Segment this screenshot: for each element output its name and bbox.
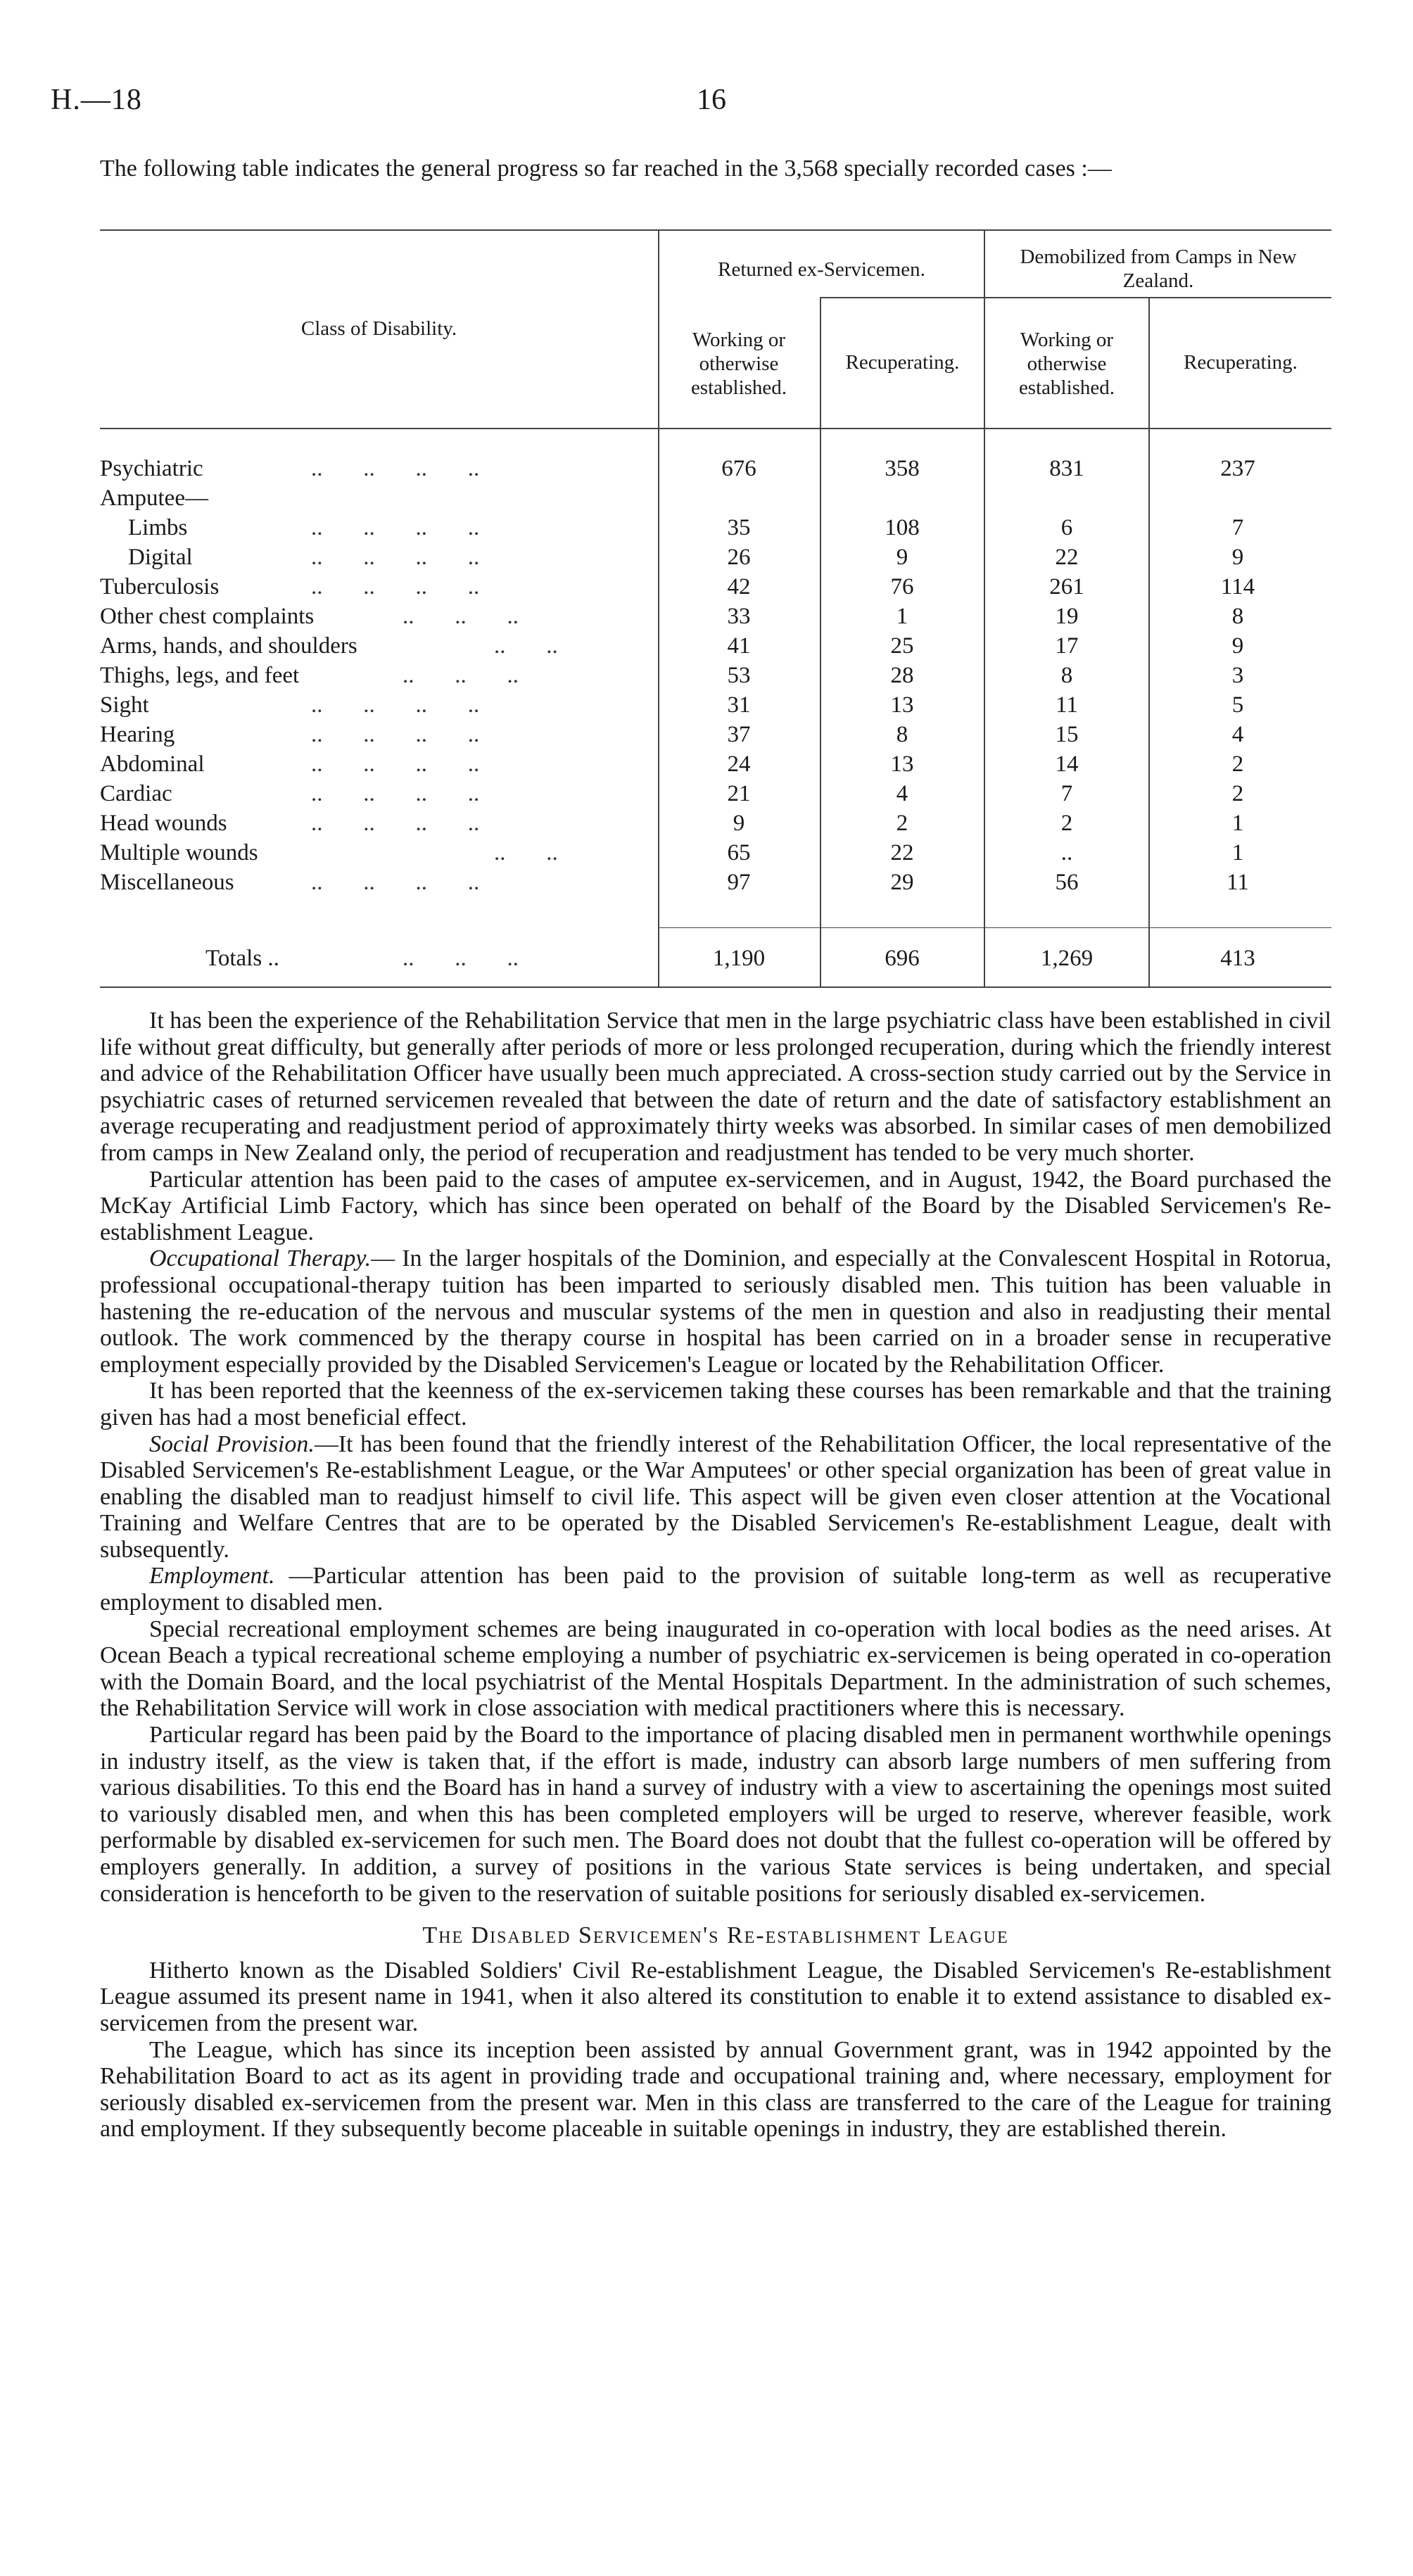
cell-returned-recuperating: 28 xyxy=(890,663,914,688)
cell-returned-working: 53 xyxy=(727,663,751,688)
cell-returned-recuperating: 1 xyxy=(896,604,908,629)
row-label: Multiple wounds xyxy=(100,840,258,865)
intro-text: The following table indicates the general progress so far reached in the 3,568 specially recorded cases :— xyxy=(100,156,1112,182)
table-top-rule xyxy=(100,229,1331,231)
table-row xyxy=(100,545,1331,574)
paragraph: Particular attention has been paid to the cases of amputee ex-servicemen, and in August, 1942, the Board purchased the McKay Artificial Limb Factory, which has since been operated on behalf of the Board by the Disabled Servicemen's Re-establishment League. xyxy=(100,1166,1331,1245)
cell-returned-recuperating: 29 xyxy=(890,870,914,895)
col-header-demob-recuperating: Recuperating. xyxy=(1184,351,1298,374)
row-label: Head wounds xyxy=(100,811,227,836)
row-label: Hearing xyxy=(100,722,175,747)
total-demob-working: 1,269 xyxy=(1040,946,1094,971)
header-bottom-rule xyxy=(100,428,1331,429)
row-label: Abdominal xyxy=(100,751,205,777)
cell-returned-recuperating: 2 xyxy=(896,811,908,836)
leader-dots: .. .. .. .. xyxy=(311,692,480,718)
col-header-demob-working: Working or otherwise established. xyxy=(1018,329,1115,399)
cell-returned-working: 41 xyxy=(727,633,751,659)
paragraph xyxy=(100,1431,1331,1563)
table-row xyxy=(100,811,1331,840)
body-text xyxy=(100,1008,1331,2143)
row-label: Tuberculosis xyxy=(100,574,220,599)
table-row xyxy=(100,840,1331,870)
leader-dots: .. .. .. .. xyxy=(311,751,480,777)
cell-returned-recuperating: 13 xyxy=(890,751,914,777)
leader-dots: .. .. .. xyxy=(403,663,519,688)
leader-dots: .. .. .. .. xyxy=(311,515,480,540)
cell-returned-recuperating: 8 xyxy=(896,722,908,747)
paragraph xyxy=(100,1563,1331,1616)
table-row xyxy=(100,456,1331,486)
cell-demob-working: 7 xyxy=(1060,781,1073,806)
cell-demob-working: 56 xyxy=(1055,870,1079,895)
leader-dots: .. .. .. .. xyxy=(311,722,480,747)
cell-returned-working: 65 xyxy=(727,840,751,865)
cell-returned-recuperating: 358 xyxy=(885,456,920,481)
cell-returned-working: 9 xyxy=(733,811,745,836)
cell-returned-working: 24 xyxy=(727,751,751,777)
cell-demob-recuperating: 8 xyxy=(1231,604,1244,629)
cell-demob-working: 15 xyxy=(1055,722,1079,747)
cell-returned-working: 31 xyxy=(727,692,751,718)
group-header-demobilized: Demobilized from Camps in New Zealand. xyxy=(1020,246,1297,292)
table-row xyxy=(100,781,1331,811)
page-number: 16 xyxy=(697,84,726,116)
paragraph: Special recreational employment schemes are being inaugurated in co-operation with local bodies as the need arises. At Ocean Beach a typical recreational scheme employing a number of psychiatric ex-servicemen is being operated in co-operation with the Domain Board, and the local psychiatrist of the Mental Hospitals Department. In the administration of such schemes, the Rehabilitation Service will work in close association with medical practitioners where this is necessary. xyxy=(100,1616,1331,1722)
cell-returned-recuperating: 4 xyxy=(896,781,908,806)
paragraph-body: — In the larger hospitals of the Dominion, and especially at the Convalescent Hospital in Rotorua, professional occupational-therapy tuition has been imparted to seriously disabled men. This tuition has been valuable in hastening the re-education of the nervous and muscular systems of the men in question and also in readjusting their mental outlook. The work commenced by the therapy course in hospital has been carried on in a broader sense in recuperative employment especially provided by the Disabled Servicemen's League or located by the Rehabilitation Officer. xyxy=(100,1245,1331,1378)
cell-demob-working: 6 xyxy=(1060,515,1073,540)
cell-returned-working: 26 xyxy=(727,545,751,570)
leader-dots: .. .. .. .. xyxy=(311,811,480,836)
leader-dots: .. .. xyxy=(494,840,558,865)
row-header: Class of Disability. xyxy=(300,317,457,340)
totals-label: Totals .. xyxy=(205,946,279,971)
cell-returned-working: 35 xyxy=(727,515,751,540)
cell-demob-working: .. xyxy=(1060,840,1073,865)
table-row xyxy=(100,604,1331,633)
group-rule-right xyxy=(1150,297,1331,298)
section-heading: The Disabled Servicemen's Re-establishment League xyxy=(422,1922,1009,1949)
cell-demob-recuperating: 1 xyxy=(1231,811,1244,836)
cell-demob-recuperating: 2 xyxy=(1231,781,1244,806)
cell-returned-working: 37 xyxy=(727,722,751,747)
cell-returned-recuperating: 76 xyxy=(890,574,914,599)
cell-demob-working: 8 xyxy=(1060,663,1073,688)
cell-demob-recuperating: 9 xyxy=(1231,545,1244,570)
cell-returned-recuperating: 13 xyxy=(890,692,914,718)
paragraph: It has been the experience of the Rehabilitation Service that men in the large psychiatric class have been established in civil life without great difficulty, but generally after periods of more or less prolonged recuperation, during which the friendly interest and advice of the Rehabilitation Officer have usually been much appreciated. A cross-section study carried out by the Service in psychiatric cases of returned servicemen revealed that between the date of return and the date of satisfactory establishment an average recuperating and readjustment period of approximately thirty weeks was absorbed. In similar cases of men demobilized from camps in New Zealand only, the period of recuperation and readjustment has tended to be very much shorter. xyxy=(100,1008,1331,1166)
cell-returned-recuperating: 25 xyxy=(890,633,914,659)
table-row xyxy=(100,692,1331,722)
col-header-returned-working: Working or otherwise established. xyxy=(690,329,787,399)
paragraph-title: Employment. xyxy=(149,1563,275,1590)
leader-dots: .. .. .. .. xyxy=(311,456,480,481)
section-code: H.—18 xyxy=(51,84,142,116)
cell-returned-working: 676 xyxy=(721,456,756,481)
cell-demob-recuperating: 7 xyxy=(1231,515,1244,540)
cell-demob-recuperating: 114 xyxy=(1220,574,1255,599)
leader-dots: .. .. .. .. xyxy=(311,781,480,806)
cell-returned-working: 21 xyxy=(727,781,751,806)
leader-dots: .. .. .. .. xyxy=(311,870,480,895)
row-label: Amputee— xyxy=(100,486,208,511)
cell-demob-working: 17 xyxy=(1055,633,1079,659)
paragraph: Particular regard has been paid by the Board to the importance of placing disabled men in permanent worthwhile openings in industry itself, as the view is taken that, if the effort is made, industry can absorb large numbers of men suffering from various disabilities. To this end the Board has in hand a survey of industry with a view to ascertaining the openings most suited to variously disabled men, and when this has been completed employers will be urged to reserve, wherever feasible, work performable by disabled ex-servicemen for such men. The Board does not doubt that the fullest co-operation will be offered by employers generally. In addition, a survey of positions in the various State services is being undertaken, and special consideration is henceforth to be given to the reservation of suitable positions for seriously disabled ex-servicemen. xyxy=(100,1722,1331,1907)
cell-demob-working: 19 xyxy=(1055,604,1079,629)
row-label: Limbs xyxy=(128,515,188,540)
cell-returned-working: 33 xyxy=(727,604,751,629)
disability-table xyxy=(100,229,1331,986)
paragraph-body: —Particular attention has been paid to the provision of suitable long-term as well as recuperative employment to disabled men. xyxy=(100,1563,1331,1616)
paragraph-body: —It has been found that the friendly interest of the Rehabilitation Officer, the local representative of the Disabled Servicemen's Re-establishment League, or the War Amputees' or other special organization has been of great value in enabling the disabled man to readjust himself to civil life. This aspect will be given even closer attention at the Vocational Training and Welfare Centres that are to be operated by the Disabled Servicemen's Re-establishment League, dealt with subsequently. xyxy=(100,1430,1332,1563)
total-returned-recuperating: 696 xyxy=(885,946,920,971)
row-label: Digital xyxy=(128,545,193,570)
leader-dots: .. .. .. xyxy=(403,604,519,629)
table-row xyxy=(100,486,1331,515)
table-row xyxy=(100,515,1331,545)
paragraph-title: Social Provision. xyxy=(149,1430,315,1457)
cell-returned-recuperating: 22 xyxy=(890,840,914,865)
cell-demob-recuperating: 2 xyxy=(1231,751,1244,777)
cell-returned-recuperating: 9 xyxy=(896,545,908,570)
table-row xyxy=(100,663,1331,692)
row-label: Other chest complaints xyxy=(100,604,315,629)
row-label: Arms, hands, and shoulders xyxy=(100,633,357,659)
cell-demob-recuperating: 1 xyxy=(1231,840,1244,865)
row-label: Miscellaneous xyxy=(100,870,234,895)
table-row xyxy=(100,574,1331,604)
group-header-returned: Returned ex-Servicemen. xyxy=(718,258,925,281)
cell-demob-working: 831 xyxy=(1049,456,1084,481)
leader-dots: .. .. .. xyxy=(403,946,519,971)
cell-returned-working: 97 xyxy=(727,870,751,895)
totals-row xyxy=(100,946,1331,975)
table-row xyxy=(100,751,1331,781)
leader-dots: .. .. xyxy=(494,633,558,659)
cell-returned-working: 42 xyxy=(727,574,751,599)
totals-rule xyxy=(658,927,1331,928)
cell-demob-recuperating: 9 xyxy=(1231,633,1244,659)
cell-demob-recuperating: 4 xyxy=(1231,722,1244,747)
paragraph-title: Occupational Therapy. xyxy=(149,1245,372,1272)
paragraph: The League, which has since its inception been assisted by annual Government grant, was in 1942 appointed by the Rehabilitation Board to act as its agent in providing trade and occupational training and, where necessary, employment for seriously disabled ex-servicemen from the present war. Men in this class are transferred to the care of the League for training and employment. If they subsequently become placeable in suitable openings in industry, they are established therein. xyxy=(100,2036,1331,2143)
cell-demob-recuperating: 3 xyxy=(1231,663,1244,688)
row-label: Thighs, legs, and feet xyxy=(100,663,300,688)
total-demob-recuperating: 413 xyxy=(1220,946,1255,971)
cell-demob-working: 22 xyxy=(1055,545,1079,570)
col-header-returned-recuperating: Recuperating. xyxy=(845,351,960,374)
table-row xyxy=(100,870,1331,899)
row-label: Cardiac xyxy=(100,781,172,806)
cell-demob-recuperating: 237 xyxy=(1220,456,1255,481)
cell-demob-recuperating: 5 xyxy=(1231,692,1244,718)
paragraph: Hitherto known as the Disabled Soldiers' Civil Re-establishment League, the Disabled Servicemen's Re-establishment League assumed its present name in 1941, when it also altered its constitution to enable it to extend assistance to disabled ex-servicemen from the present war. xyxy=(100,1957,1331,2036)
leader-dots: .. .. .. .. xyxy=(311,574,480,599)
total-returned-working: 1,190 xyxy=(712,946,766,971)
table-row xyxy=(100,633,1331,663)
row-label: Sight xyxy=(100,692,149,718)
paragraph: It has been reported that the keenness of the ex-servicemen taking these courses has been remarkable and that the training given has had a most beneficial effect. xyxy=(100,1378,1331,1430)
row-label: Psychiatric xyxy=(100,456,203,481)
cell-demob-working: 14 xyxy=(1055,751,1079,777)
cell-demob-recuperating: 11 xyxy=(1227,870,1249,895)
paragraph xyxy=(100,1245,1331,1378)
cell-demob-working: 2 xyxy=(1060,811,1073,836)
table-bottom-rule xyxy=(100,986,1331,988)
cell-demob-working: 11 xyxy=(1056,692,1078,718)
leader-dots: .. .. .. .. xyxy=(311,545,480,570)
cell-demob-working: 261 xyxy=(1049,574,1084,599)
table-row xyxy=(100,722,1331,751)
cell-returned-recuperating: 108 xyxy=(885,515,920,540)
